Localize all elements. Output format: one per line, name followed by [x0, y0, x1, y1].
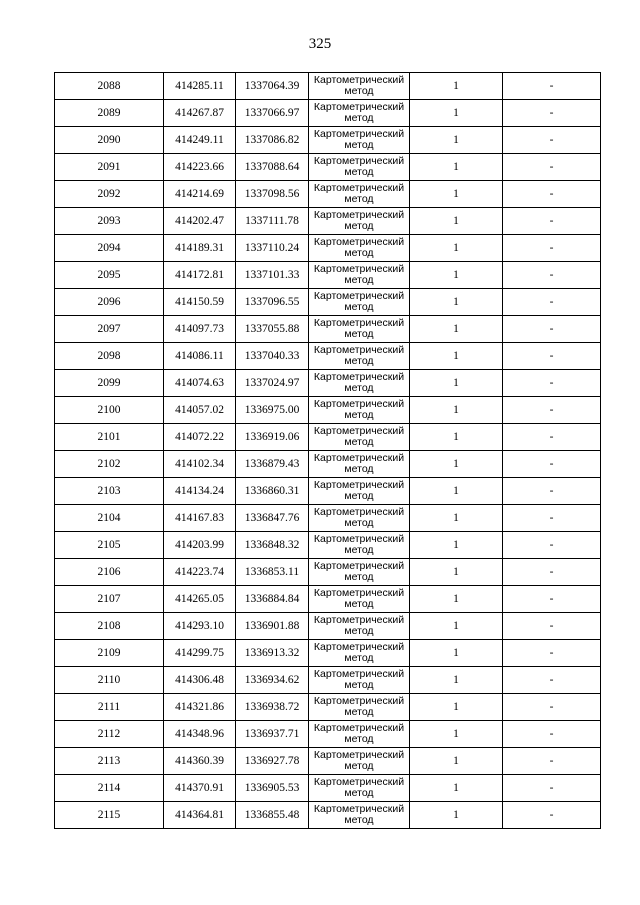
x-coordinate-cell: 414249.11 — [164, 127, 236, 154]
y-coordinate-cell: 1336919.06 — [236, 424, 309, 451]
y-coordinate-cell: 1336934.62 — [236, 667, 309, 694]
x-coordinate-cell: 414223.74 — [164, 559, 236, 586]
x-coordinate-cell: 414072.22 — [164, 424, 236, 451]
accuracy-cell: 1 — [410, 640, 503, 667]
point-number-cell: 2090 — [55, 127, 164, 154]
x-coordinate-cell: 414348.96 — [164, 721, 236, 748]
method-cell: Картометрический метод — [309, 181, 410, 208]
table-row — [55, 775, 601, 802]
x-coordinate-cell: 414267.87 — [164, 100, 236, 127]
method-cell: Картометрический метод — [309, 316, 410, 343]
y-coordinate-cell: 1337111.78 — [236, 208, 309, 235]
x-coordinate-cell: 414360.39 — [164, 748, 236, 775]
method-cell: Картометрический метод — [309, 721, 410, 748]
x-coordinate-cell: 414167.83 — [164, 505, 236, 532]
y-coordinate-cell: 1337064.39 — [236, 73, 309, 100]
point-number-cell: 2099 — [55, 370, 164, 397]
x-coordinate-cell: 414306.48 — [164, 667, 236, 694]
method-cell: Картометрический метод — [309, 289, 410, 316]
note-cell: - — [503, 613, 601, 640]
table-row — [55, 586, 601, 613]
note-cell: - — [503, 748, 601, 775]
table-row — [55, 370, 601, 397]
note-cell: - — [503, 559, 601, 586]
accuracy-cell: 1 — [410, 100, 503, 127]
point-number-cell: 2088 — [55, 73, 164, 100]
point-number-cell: 2096 — [55, 289, 164, 316]
x-coordinate-cell: 414285.11 — [164, 73, 236, 100]
accuracy-cell: 1 — [410, 748, 503, 775]
accuracy-cell: 1 — [410, 532, 503, 559]
accuracy-cell: 1 — [410, 289, 503, 316]
note-cell: - — [503, 100, 601, 127]
accuracy-cell: 1 — [410, 424, 503, 451]
table-row — [55, 532, 601, 559]
table-row — [55, 748, 601, 775]
x-coordinate-cell: 414370.91 — [164, 775, 236, 802]
y-coordinate-cell: 1336860.31 — [236, 478, 309, 505]
table-row — [55, 73, 601, 100]
method-cell: Картометрический метод — [309, 802, 410, 829]
y-coordinate-cell: 1336884.84 — [236, 586, 309, 613]
method-cell: Картометрический метод — [309, 613, 410, 640]
note-cell: - — [503, 181, 601, 208]
table-row — [55, 235, 601, 262]
note-cell: - — [503, 127, 601, 154]
x-coordinate-cell: 414189.31 — [164, 235, 236, 262]
table-row — [55, 694, 601, 721]
point-number-cell: 2109 — [55, 640, 164, 667]
note-cell: - — [503, 235, 601, 262]
x-coordinate-cell: 414265.05 — [164, 586, 236, 613]
note-cell: - — [503, 505, 601, 532]
method-cell: Картометрический метод — [309, 640, 410, 667]
table-row — [55, 478, 601, 505]
note-cell: - — [503, 775, 601, 802]
x-coordinate-cell: 414203.99 — [164, 532, 236, 559]
note-cell: - — [503, 802, 601, 829]
method-cell: Картометрический метод — [309, 208, 410, 235]
accuracy-cell: 1 — [410, 451, 503, 478]
table-row — [55, 262, 601, 289]
note-cell: - — [503, 262, 601, 289]
point-number-cell: 2089 — [55, 100, 164, 127]
table-row — [55, 721, 601, 748]
method-cell: Картометрический метод — [309, 532, 410, 559]
table-row — [55, 802, 601, 829]
accuracy-cell: 1 — [410, 613, 503, 640]
accuracy-cell: 1 — [410, 343, 503, 370]
method-cell: Картометрический метод — [309, 397, 410, 424]
method-cell: Картометрический метод — [309, 100, 410, 127]
coordinates-table — [54, 72, 601, 829]
method-cell: Картометрический метод — [309, 235, 410, 262]
point-number-cell: 2102 — [55, 451, 164, 478]
accuracy-cell: 1 — [410, 802, 503, 829]
accuracy-cell: 1 — [410, 667, 503, 694]
table-row — [55, 100, 601, 127]
x-coordinate-cell: 414202.47 — [164, 208, 236, 235]
y-coordinate-cell: 1337086.82 — [236, 127, 309, 154]
note-cell: - — [503, 208, 601, 235]
accuracy-cell: 1 — [410, 370, 503, 397]
note-cell: - — [503, 154, 601, 181]
x-coordinate-cell: 414102.34 — [164, 451, 236, 478]
method-cell: Картометрический метод — [309, 559, 410, 586]
table-row — [55, 127, 601, 154]
x-coordinate-cell: 414057.02 — [164, 397, 236, 424]
accuracy-cell: 1 — [410, 127, 503, 154]
accuracy-cell: 1 — [410, 478, 503, 505]
method-cell: Картометрический метод — [309, 694, 410, 721]
table-row — [55, 505, 601, 532]
point-number-cell: 2095 — [55, 262, 164, 289]
method-cell: Картометрический метод — [309, 154, 410, 181]
x-coordinate-cell: 414097.73 — [164, 316, 236, 343]
note-cell: - — [503, 370, 601, 397]
method-cell: Картометрический метод — [309, 370, 410, 397]
coordinates-table-body — [55, 73, 601, 829]
note-cell: - — [503, 640, 601, 667]
x-coordinate-cell: 414223.66 — [164, 154, 236, 181]
method-cell: Картометрический метод — [309, 127, 410, 154]
x-coordinate-cell: 414172.81 — [164, 262, 236, 289]
table-row — [55, 424, 601, 451]
y-coordinate-cell: 1336913.32 — [236, 640, 309, 667]
accuracy-cell: 1 — [410, 559, 503, 586]
table-row — [55, 559, 601, 586]
point-number-cell: 2108 — [55, 613, 164, 640]
point-number-cell: 2100 — [55, 397, 164, 424]
table-row — [55, 289, 601, 316]
point-number-cell: 2094 — [55, 235, 164, 262]
method-cell: Картометрический метод — [309, 451, 410, 478]
y-coordinate-cell: 1337096.55 — [236, 289, 309, 316]
x-coordinate-cell: 414293.10 — [164, 613, 236, 640]
table-row — [55, 397, 601, 424]
accuracy-cell: 1 — [410, 208, 503, 235]
table-row — [55, 343, 601, 370]
accuracy-cell: 1 — [410, 586, 503, 613]
point-number-cell: 2112 — [55, 721, 164, 748]
page-number: 325 — [308, 36, 332, 52]
method-cell: Картометрический метод — [309, 478, 410, 505]
note-cell: - — [503, 316, 601, 343]
point-number-cell: 2113 — [55, 748, 164, 775]
point-number-cell: 2105 — [55, 532, 164, 559]
method-cell: Картометрический метод — [309, 262, 410, 289]
accuracy-cell: 1 — [410, 397, 503, 424]
table-row — [55, 181, 601, 208]
method-cell: Картометрический метод — [309, 667, 410, 694]
method-cell: Картометрический метод — [309, 586, 410, 613]
point-number-cell: 2093 — [55, 208, 164, 235]
point-number-cell: 2110 — [55, 667, 164, 694]
y-coordinate-cell: 1337040.33 — [236, 343, 309, 370]
point-number-cell: 2097 — [55, 316, 164, 343]
point-number-cell: 2111 — [55, 694, 164, 721]
point-number-cell: 2091 — [55, 154, 164, 181]
accuracy-cell: 1 — [410, 154, 503, 181]
table-row — [55, 667, 601, 694]
point-number-cell: 2103 — [55, 478, 164, 505]
point-number-cell: 2098 — [55, 343, 164, 370]
accuracy-cell: 1 — [410, 694, 503, 721]
method-cell: Картометрический метод — [309, 505, 410, 532]
note-cell: - — [503, 424, 601, 451]
note-cell: - — [503, 397, 601, 424]
accuracy-cell: 1 — [410, 316, 503, 343]
table-row — [55, 154, 601, 181]
x-coordinate-cell: 414086.11 — [164, 343, 236, 370]
y-coordinate-cell: 1336848.32 — [236, 532, 309, 559]
accuracy-cell: 1 — [410, 505, 503, 532]
y-coordinate-cell: 1336975.00 — [236, 397, 309, 424]
y-coordinate-cell: 1337055.88 — [236, 316, 309, 343]
note-cell: - — [503, 694, 601, 721]
note-cell: - — [503, 73, 601, 100]
note-cell: - — [503, 478, 601, 505]
y-coordinate-cell: 1336879.43 — [236, 451, 309, 478]
accuracy-cell: 1 — [410, 235, 503, 262]
x-coordinate-cell: 414150.59 — [164, 289, 236, 316]
accuracy-cell: 1 — [410, 181, 503, 208]
note-cell: - — [503, 343, 601, 370]
point-number-cell: 2092 — [55, 181, 164, 208]
method-cell: Картометрический метод — [309, 748, 410, 775]
y-coordinate-cell: 1336855.48 — [236, 802, 309, 829]
accuracy-cell: 1 — [410, 73, 503, 100]
method-cell: Картометрический метод — [309, 775, 410, 802]
table-row — [55, 640, 601, 667]
y-coordinate-cell: 1337101.33 — [236, 262, 309, 289]
note-cell: - — [503, 667, 601, 694]
x-coordinate-cell: 414214.69 — [164, 181, 236, 208]
note-cell: - — [503, 451, 601, 478]
accuracy-cell: 1 — [410, 721, 503, 748]
x-coordinate-cell: 414074.63 — [164, 370, 236, 397]
method-cell: Картометрический метод — [309, 424, 410, 451]
point-number-cell: 2101 — [55, 424, 164, 451]
y-coordinate-cell: 1336938.72 — [236, 694, 309, 721]
x-coordinate-cell: 414134.24 — [164, 478, 236, 505]
table-row — [55, 613, 601, 640]
point-number-cell: 2114 — [55, 775, 164, 802]
accuracy-cell: 1 — [410, 262, 503, 289]
point-number-cell: 2107 — [55, 586, 164, 613]
note-cell: - — [503, 721, 601, 748]
y-coordinate-cell: 1337098.56 — [236, 181, 309, 208]
table-row — [55, 451, 601, 478]
method-cell: Картометрический метод — [309, 343, 410, 370]
y-coordinate-cell: 1336937.71 — [236, 721, 309, 748]
note-cell: - — [503, 532, 601, 559]
point-number-cell: 2106 — [55, 559, 164, 586]
point-number-cell: 2115 — [55, 802, 164, 829]
accuracy-cell: 1 — [410, 775, 503, 802]
note-cell: - — [503, 289, 601, 316]
table-row — [55, 208, 601, 235]
point-number-cell: 2104 — [55, 505, 164, 532]
y-coordinate-cell: 1336901.88 — [236, 613, 309, 640]
table-row — [55, 316, 601, 343]
y-coordinate-cell: 1336847.76 — [236, 505, 309, 532]
x-coordinate-cell: 414364.81 — [164, 802, 236, 829]
x-coordinate-cell: 414321.86 — [164, 694, 236, 721]
y-coordinate-cell: 1336905.53 — [236, 775, 309, 802]
x-coordinate-cell: 414299.75 — [164, 640, 236, 667]
note-cell: - — [503, 586, 601, 613]
y-coordinate-cell: 1337088.64 — [236, 154, 309, 181]
y-coordinate-cell: 1337110.24 — [236, 235, 309, 262]
method-cell: Картометрический метод — [309, 73, 410, 100]
y-coordinate-cell: 1336853.11 — [236, 559, 309, 586]
y-coordinate-cell: 1336927.78 — [236, 748, 309, 775]
y-coordinate-cell: 1337066.97 — [236, 100, 309, 127]
y-coordinate-cell: 1337024.97 — [236, 370, 309, 397]
